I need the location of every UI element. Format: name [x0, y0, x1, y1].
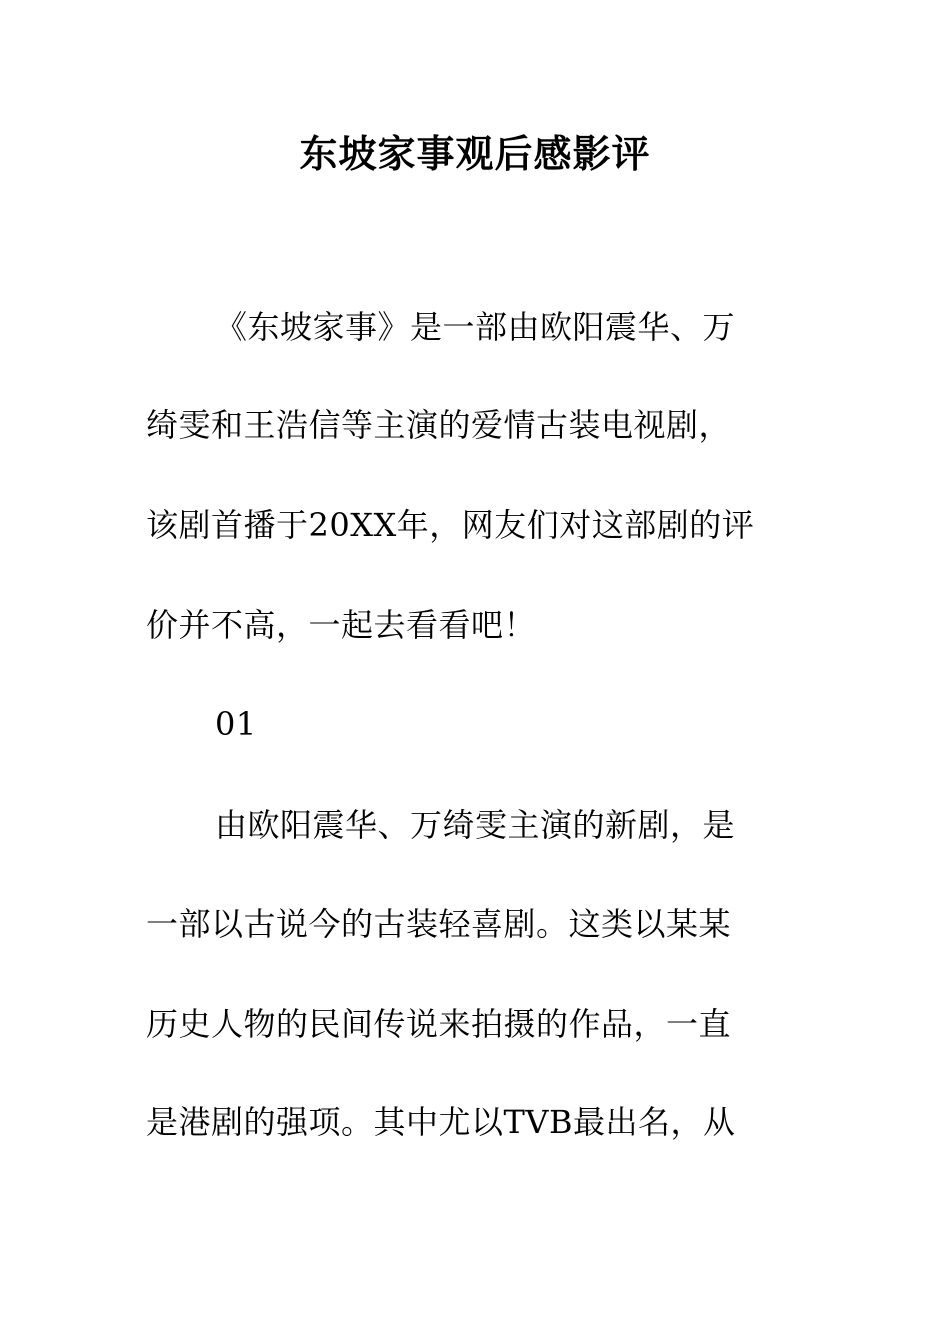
- paragraph-1-line-1: 《东坡家事》是一部由欧阳震华、万: [215, 308, 736, 346]
- document-title: 东坡家事观后感影评: [299, 131, 651, 176]
- paragraph-2-line-2: 一部以古说今的古装轻喜剧。这类以某某: [146, 905, 732, 943]
- paragraph-1-line-3: 该剧首播于20XX年，网友们对这部剧的评: [146, 506, 755, 544]
- section-number: 01: [215, 705, 257, 743]
- paragraph-2-line-3: 历史人物的民间传说来拍摄的作品，一直: [146, 1005, 732, 1043]
- paragraph-2-line-4: 是港剧的强项。其中尤以TVB最出名，从: [146, 1103, 736, 1141]
- paragraph-1-line-4: 价并不高，一起去看看吧！: [146, 606, 537, 644]
- paragraph-2-line-1: 由欧阳震华、万绮雯主演的新剧，是: [215, 806, 736, 844]
- paragraph-1-line-2: 绮雯和王浩信等主演的爱情古装电视剧，: [146, 406, 732, 444]
